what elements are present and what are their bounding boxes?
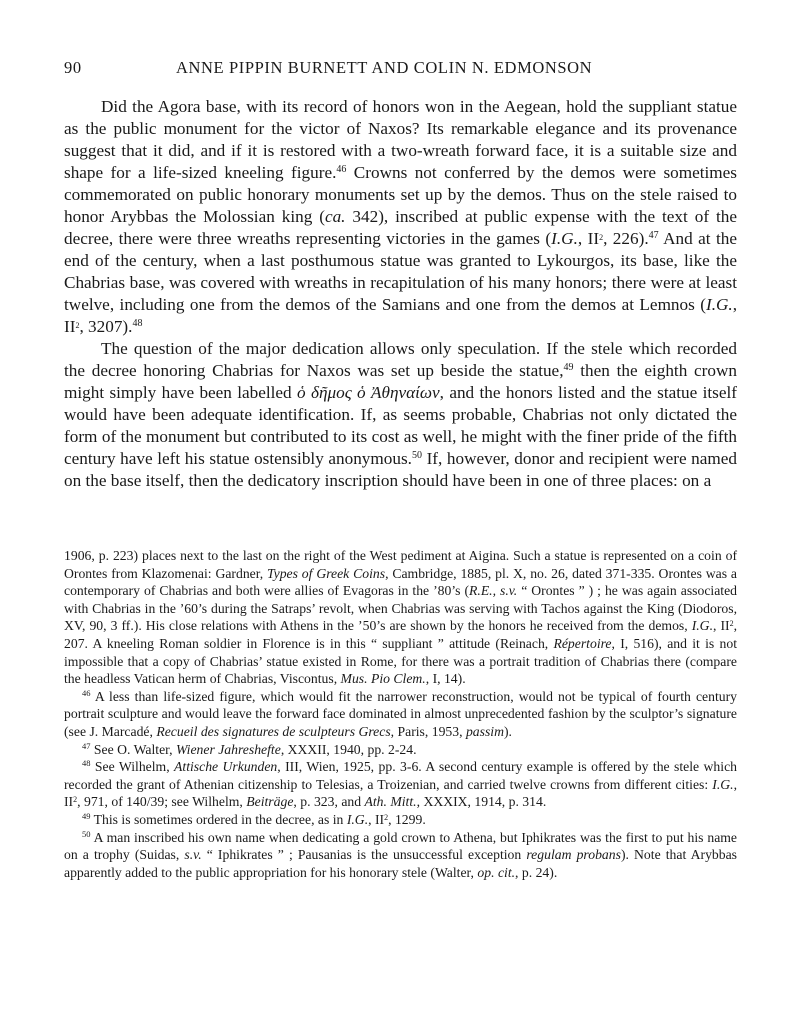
footnote-49 [64, 811, 737, 829]
text-run: 1906, p. 223) places next to the last on the right of the West pediment at Aigina. Such a statue is represented on a coin of Orontes from Klazomenai: Gardner, [64, 548, 737, 581]
italic-text: Wiener Jahreshefte [176, 741, 281, 757]
footnotes [64, 547, 737, 881]
footnote-46 [64, 688, 737, 741]
text-run: , 1299. [388, 811, 426, 827]
text-run: The question of the major dedication allows only speculation. If the stele which recorded the decree honoring Chabrias for Naxos was set up beside the statue, [64, 339, 737, 380]
italic-text: Recueil des signatures de sculpteurs Grecs [156, 723, 391, 739]
text-run: Crowns not conferred by the demos were sometimes commemorated on public honorary monuments set up by the demos. Thus on the stele raised to honor Arybbas the Molossian king ( [64, 163, 737, 226]
footnote-50 [64, 829, 737, 882]
footnote-reference: 47 [82, 740, 91, 751]
footnote-reference: 49 [563, 362, 574, 373]
text-run: , p. 24). [515, 864, 558, 880]
running-title: ANNE PIPPIN BURNETT AND COLIN N. EDMONSON [176, 58, 593, 77]
italic-text: I.G. [712, 776, 734, 792]
footnote-continuation [64, 547, 737, 688]
text-run: , II [64, 776, 737, 810]
body-text [64, 96, 737, 492]
text-run: A less than life-sized figure, which would fit the narrower reconstruction, would not be typical of fourth century portrait sculpture and would leave the forward face dominated in almost unprecedented fashion by the sculptor’s signature (see J. Marcadé, [64, 688, 737, 739]
italic-text: Répertoire [553, 635, 612, 651]
text-run: , Paris, 1953, [390, 723, 466, 739]
italic-text: Mus. Pio Clem. [340, 671, 426, 687]
italic-text: regulam probans [526, 847, 621, 863]
superscript: 2 [73, 795, 78, 805]
page-number: 90 [64, 58, 82, 77]
footnote-reference: 50 [82, 828, 91, 839]
superscript: 2 [729, 619, 734, 629]
text-run: , 971, of 140/39; see Wilhelm, [77, 794, 247, 810]
footnote-reference: 48 [82, 758, 91, 769]
text-run: , II [577, 229, 600, 248]
text-run: And at the end of the century, when a last posthumous statue was granted to Lykourgos, its base, like the Chabrias base, was covered with wreaths in recapitulation of his many honors; there were at least twelve, including one from the demos of the Samians and one from the demos at Lemnos ( [64, 229, 737, 314]
text-run: , III, Wien, 1925, pp. 3-6. A second century example is offered by the stele which recorded the grant of Athenian citizenship to Telesias, a Troizenian, and carried twelve crowns from different cities: [64, 759, 737, 792]
italic-text: Types of Greek Coins [267, 565, 386, 581]
superscript: 2 [384, 812, 389, 822]
footnote-reference: 46 [336, 164, 347, 175]
text-run: , p. 323, and [293, 794, 365, 810]
italic-text: Ath. Mitt. [364, 794, 417, 810]
text-run: , Cambridge, 1885, pl. X, no. 26, dated 371-335. Orontes was a contemporary of Chabrias and both were allies of Evagoras in the ’80’s ( [64, 565, 737, 599]
body-paragraph [64, 96, 737, 338]
italic-text: s.v. [184, 847, 202, 863]
footnote-47 [64, 741, 737, 759]
text-run: , and the honors listed and the statue itself would have been adequate identification. If, as seems probable, Chabrias not only dictated the form of the monument but contributed to its cost as well, he might with the finer pride of the fifth century have left his statue ostensibly anonymous. [64, 383, 737, 468]
italic-text: ca. [324, 207, 346, 226]
footnote-reference: 49 [82, 810, 91, 821]
italic-text: op. cit. [477, 864, 516, 880]
text-run: , XXXIX, 1914, p. 314. [416, 794, 547, 810]
italic-text: I.G. [551, 229, 578, 248]
italic-text: Attische Urkunden [174, 759, 278, 775]
text-run: , 207. A kneeling Roman soldier in Florence is in this “ suppliant ” attitude (Reinach, [64, 618, 737, 651]
text-run: ). Note that Arybbas apparently added to the public appropriation for his honorary stele (Walter, [64, 847, 737, 880]
italic-text: Beiträge [246, 794, 294, 810]
footnote-reference: 50 [411, 450, 422, 461]
superscript: 2 [75, 321, 80, 330]
footnote-reference: 47 [648, 230, 659, 241]
footnote-reference: 48 [132, 318, 143, 329]
text-run: , XXXII, 1940, pp. 2-24. [280, 741, 417, 757]
text-run: This is sometimes ordered in the decree, as in [90, 811, 347, 827]
footnote-48 [64, 758, 737, 811]
text-run: , I, 516), and it is not impossible that a copy of Chabrias’ statue existed in Rome, for there was a portrait tradition of Chabrias there (compare the headless Vatican herm of Chabrias, Viscontus, [64, 635, 737, 687]
text-run: , II [64, 295, 737, 336]
italic-text: passim [465, 723, 504, 739]
text-run: See O. Walter, [90, 741, 177, 757]
text-run: , 3207). [79, 317, 133, 336]
text-run: , 226). [603, 229, 649, 248]
text-run: , I, 14). [425, 671, 466, 687]
page-header [64, 58, 736, 82]
footnote-reference: 46 [82, 687, 91, 698]
text-run: If, however, donor and recipient were named on the base itself, then the dedicatory inscription should have been in one of three places: on a [64, 449, 737, 490]
text-run: “ Orontes ” ) ; he was again associated with Chabrias in the ’60’s during the Satraps’ revolt, when Chabrias was serving with Tachos against the King (Diodoros, XV, 90, 3 ff.). His close relations with Athens in the ’50’s are shown by the honors he received from the demos, [64, 583, 737, 634]
text-run: ). [503, 723, 512, 739]
text-run: “ Iphikrates ” ; Pausanias is the unsuccessful exception [201, 847, 527, 863]
body-paragraph [64, 338, 737, 492]
text-run: A man inscribed his own name when dedicating a gold crown to Athena, but Iphikrates was the first to put his name on a trophy (Suidas, [64, 829, 737, 863]
italic-text: I.G. [691, 618, 713, 634]
italic-text: R.E., s.v. [469, 583, 518, 599]
italic-text: I.G. [705, 295, 733, 314]
text-run: , II [713, 618, 730, 634]
text-run: See Wilhelm, [90, 759, 175, 775]
superscript: 2 [599, 233, 604, 242]
italic-text: I.G. [346, 811, 369, 827]
italic-text: ὁ δῆμος ὁ Ἀθηναίων [297, 383, 440, 402]
text-run: 342), inscribed at public expense with the text of the decree, there were three wreaths representing victories in the games ( [64, 207, 737, 248]
text-run: then the eighth crown might simply have been labelled [64, 361, 737, 402]
text-run: Did the Agora base, with its record of honors won in the Aegean, hold the suppliant statue as the public monument for the victor of Naxos? Its remarkable elegance and its provenance suggest that it did, and if it is restored with a two-wreath forward face, it is a suitable size and shape for a life-sized kneeling figure. [64, 97, 737, 182]
text-run: , II [368, 811, 385, 827]
